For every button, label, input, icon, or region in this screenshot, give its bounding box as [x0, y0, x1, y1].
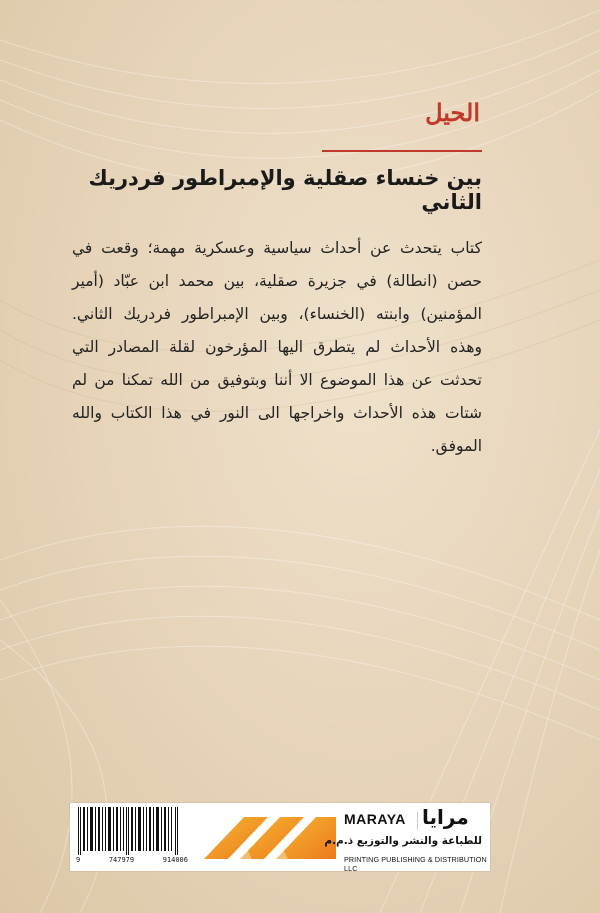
- publisher-tagline-en: PRINTING PUBLISHING & DISTRIBUTION LLC: [344, 855, 487, 873]
- barcode-digit-group: 9: [76, 856, 81, 864]
- brand-divider: [417, 812, 418, 830]
- title-underline: [322, 150, 482, 152]
- publisher-tagline-ar: للطباعة والنشر والتوزيع ذ.م.م: [324, 835, 482, 847]
- barcode-digit-group: 747979: [108, 856, 135, 864]
- barcode-digit-group: 914006: [162, 856, 188, 864]
- barcode: [76, 807, 182, 855]
- book-description: كتاب يتحدث عن أحداث سياسية وعسكرية مهمة؛ وقعت في حصن (انطالة) في جزيرة صقلية، بين محمد ابن عبّاد (أمير المؤمنين) وابنته (الخنساء)، وبين الإمبراطور فردريك الثاني. وهذه الأحداث لم يتطرق اليها المؤرخون لقلة المصادر التي تحدثت عن هذا الموضوع الا أننا وبتوفيق من الله تمكنا من لم شتات هذه الأحداث واخراجها الى النور في هذا الكتاب والله الموفق.: [72, 239, 482, 455]
- publisher-name-ar: مرايا: [422, 805, 469, 829]
- publisher-panel: [70, 803, 490, 871]
- book-subtitle: بين خنساء صقلية والإمبراطور فردريك الثاني: [88, 166, 482, 214]
- barcode-digits: [76, 856, 188, 864]
- publisher-name-en: MARAYA: [344, 811, 406, 827]
- publisher-logo-icon: [200, 809, 340, 867]
- book-title: الحيل: [425, 98, 480, 127]
